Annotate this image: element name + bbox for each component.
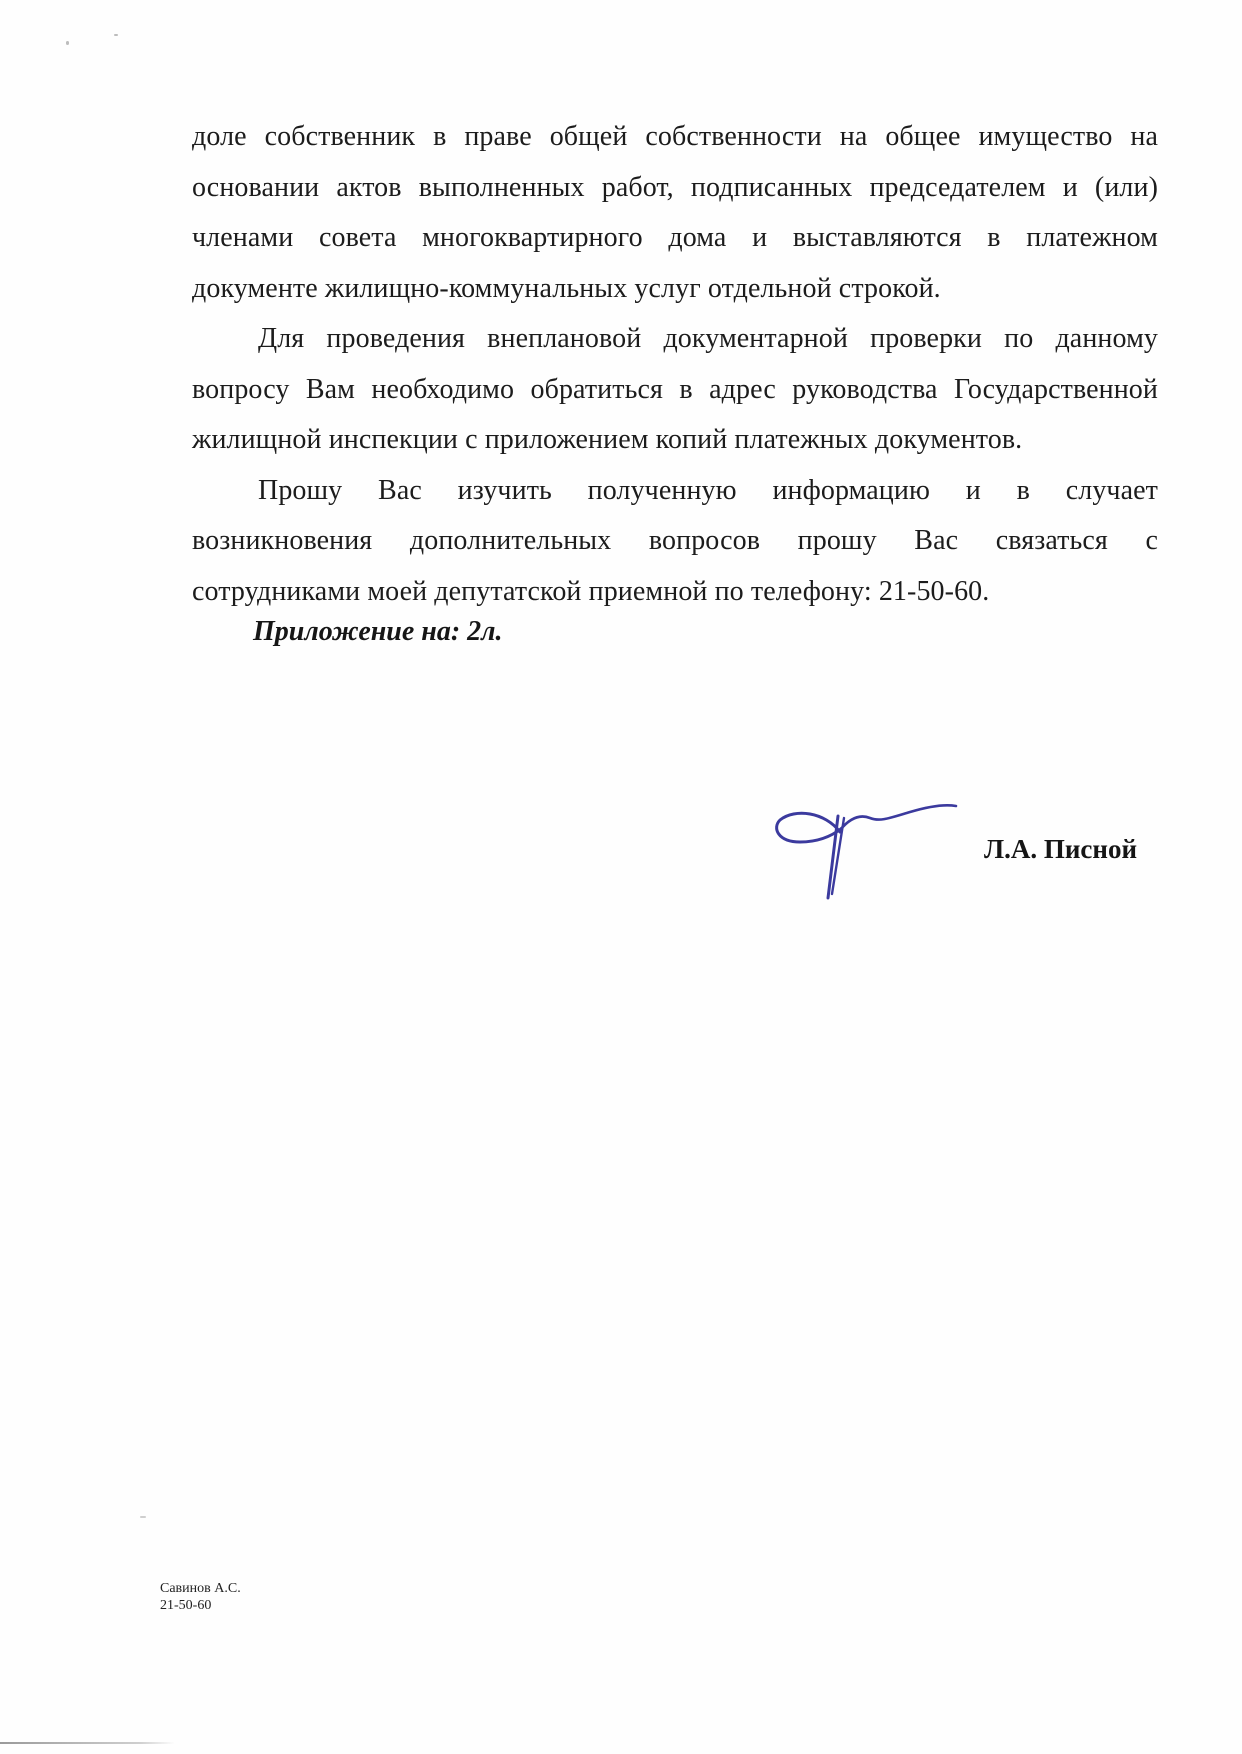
signer-name: Л.А. Писной — [984, 834, 1138, 864]
text-line: возникновения дополнительных вопросов прошу Вас связаться с — [192, 525, 1158, 556]
scan-speck — [140, 1516, 146, 1518]
text-line: Для проведения внеплановой документарной проверки по данному — [258, 323, 1158, 354]
text-line: документе жилищно-коммунальных услуг отдельной строкой. — [192, 272, 941, 304]
text-line: Прошу Вас изучить полученную информацию и в случает — [258, 474, 1158, 506]
text-line: вопросу Вам необходимо обратиться в адрес руководства Государственной — [192, 373, 1158, 405]
text-line: членами совета многоквартирного дома и выставляются в платежном — [192, 222, 1158, 253]
executor-phone: 21-50-60 — [160, 1598, 212, 1613]
executor-footer — [160, 1580, 241, 1614]
text-line: сотрудниками моей депутатской приемной по телефону: 21-50-60. — [192, 575, 990, 607]
scan-speck — [114, 34, 118, 36]
executor-name: Савинов А.С. — [160, 1581, 241, 1596]
attachment-note: Приложение на: 2л. — [253, 616, 503, 647]
letter-body — [192, 112, 1158, 617]
scan-speck — [66, 41, 69, 45]
paragraph-continuation — [192, 112, 1158, 314]
scan-edge-line — [0, 1742, 175, 1744]
paragraph-contact-request — [192, 466, 1158, 618]
text-line: доле собственник в праве общей собственности на общее имущество на — [192, 121, 1158, 152]
text-line: жилищной инспекции с приложением копий платежных документов. — [192, 424, 1023, 455]
signature-icon — [770, 790, 970, 910]
text-line: основании актов выполненных работ, подписанных председателем и (или) — [192, 171, 1158, 203]
paragraph-inspection-request — [192, 314, 1158, 466]
